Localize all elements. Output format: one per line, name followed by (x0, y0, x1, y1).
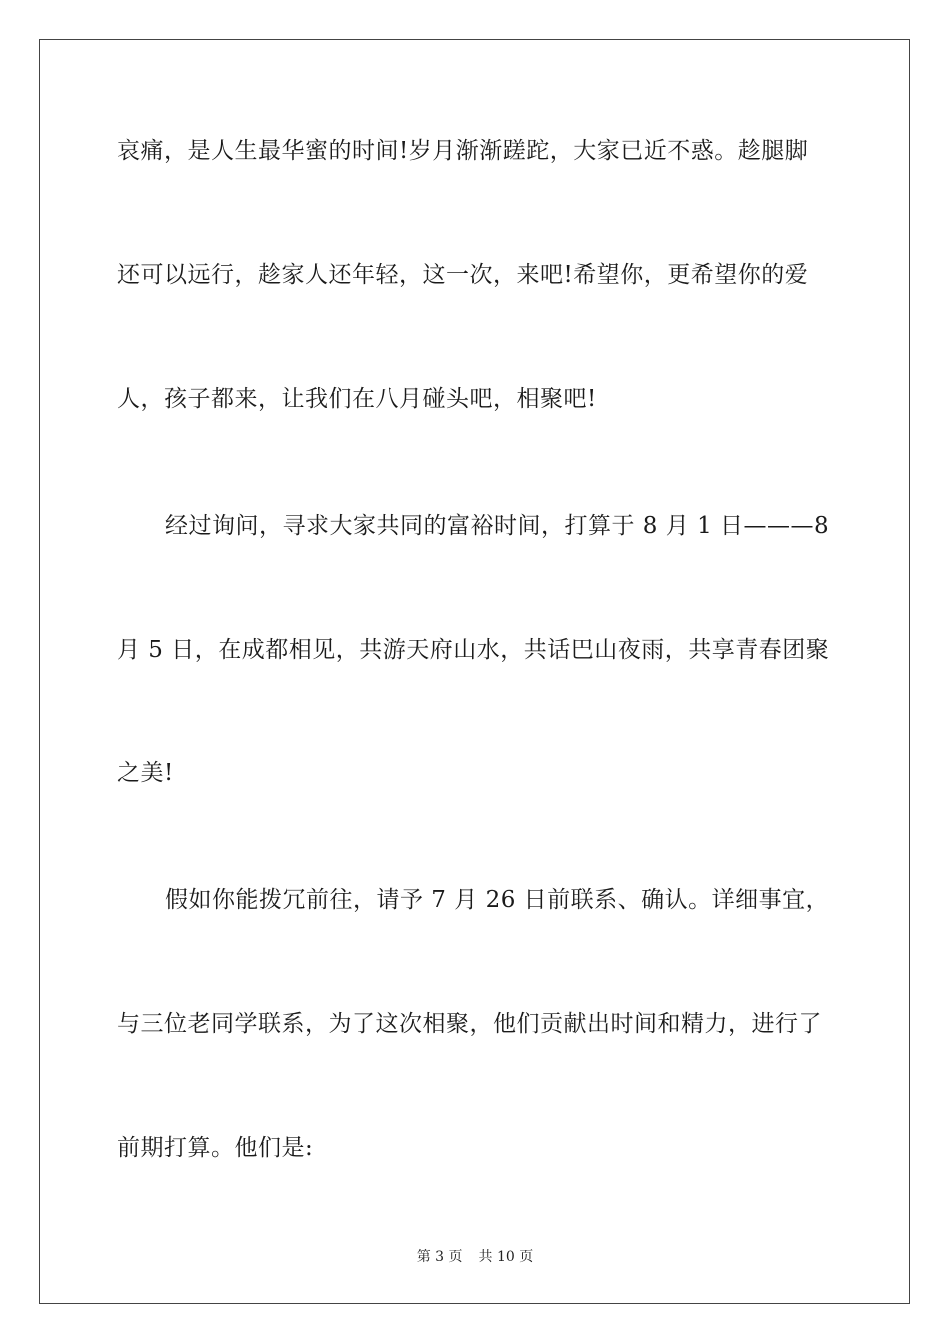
text-line: 人，孩子都来，让我们在八月碰头吧，相聚吧! (117, 386, 597, 412)
page-footer (0, 1247, 950, 1267)
text-line: 还可以远行，趁家人还年轻，这一次，来吧!希望你，更希望你的爱 (117, 262, 809, 288)
paragraph-first-line: 经过询问，寻求大家共同的富裕时间，打算于 8 月 1 日———8 (165, 513, 830, 539)
page-total: 共 10 页 (478, 1249, 534, 1265)
text-line: 与三位老同学联系，为了这次相聚，他们贡献出时间和精力，进行了 (117, 1011, 822, 1037)
text-line: 哀痛，是人生最华蜜的时间!岁月渐渐蹉跎，大家已近不惑。趁腿脚 (117, 138, 809, 164)
paragraph-first-line: 假如你能拨冗前往，请予 7 月 26 日前联系、确认。详细事宜， (165, 887, 830, 913)
page-number: 第 3 页 (416, 1249, 463, 1265)
text-line: 月 5 日，在成都相见，共游天府山水，共话巴山夜雨，共享青春团聚 (117, 637, 830, 663)
page-border (39, 39, 910, 1304)
text-line: 之美! (117, 760, 174, 786)
text-line: 前期打算。他们是: (117, 1135, 314, 1161)
